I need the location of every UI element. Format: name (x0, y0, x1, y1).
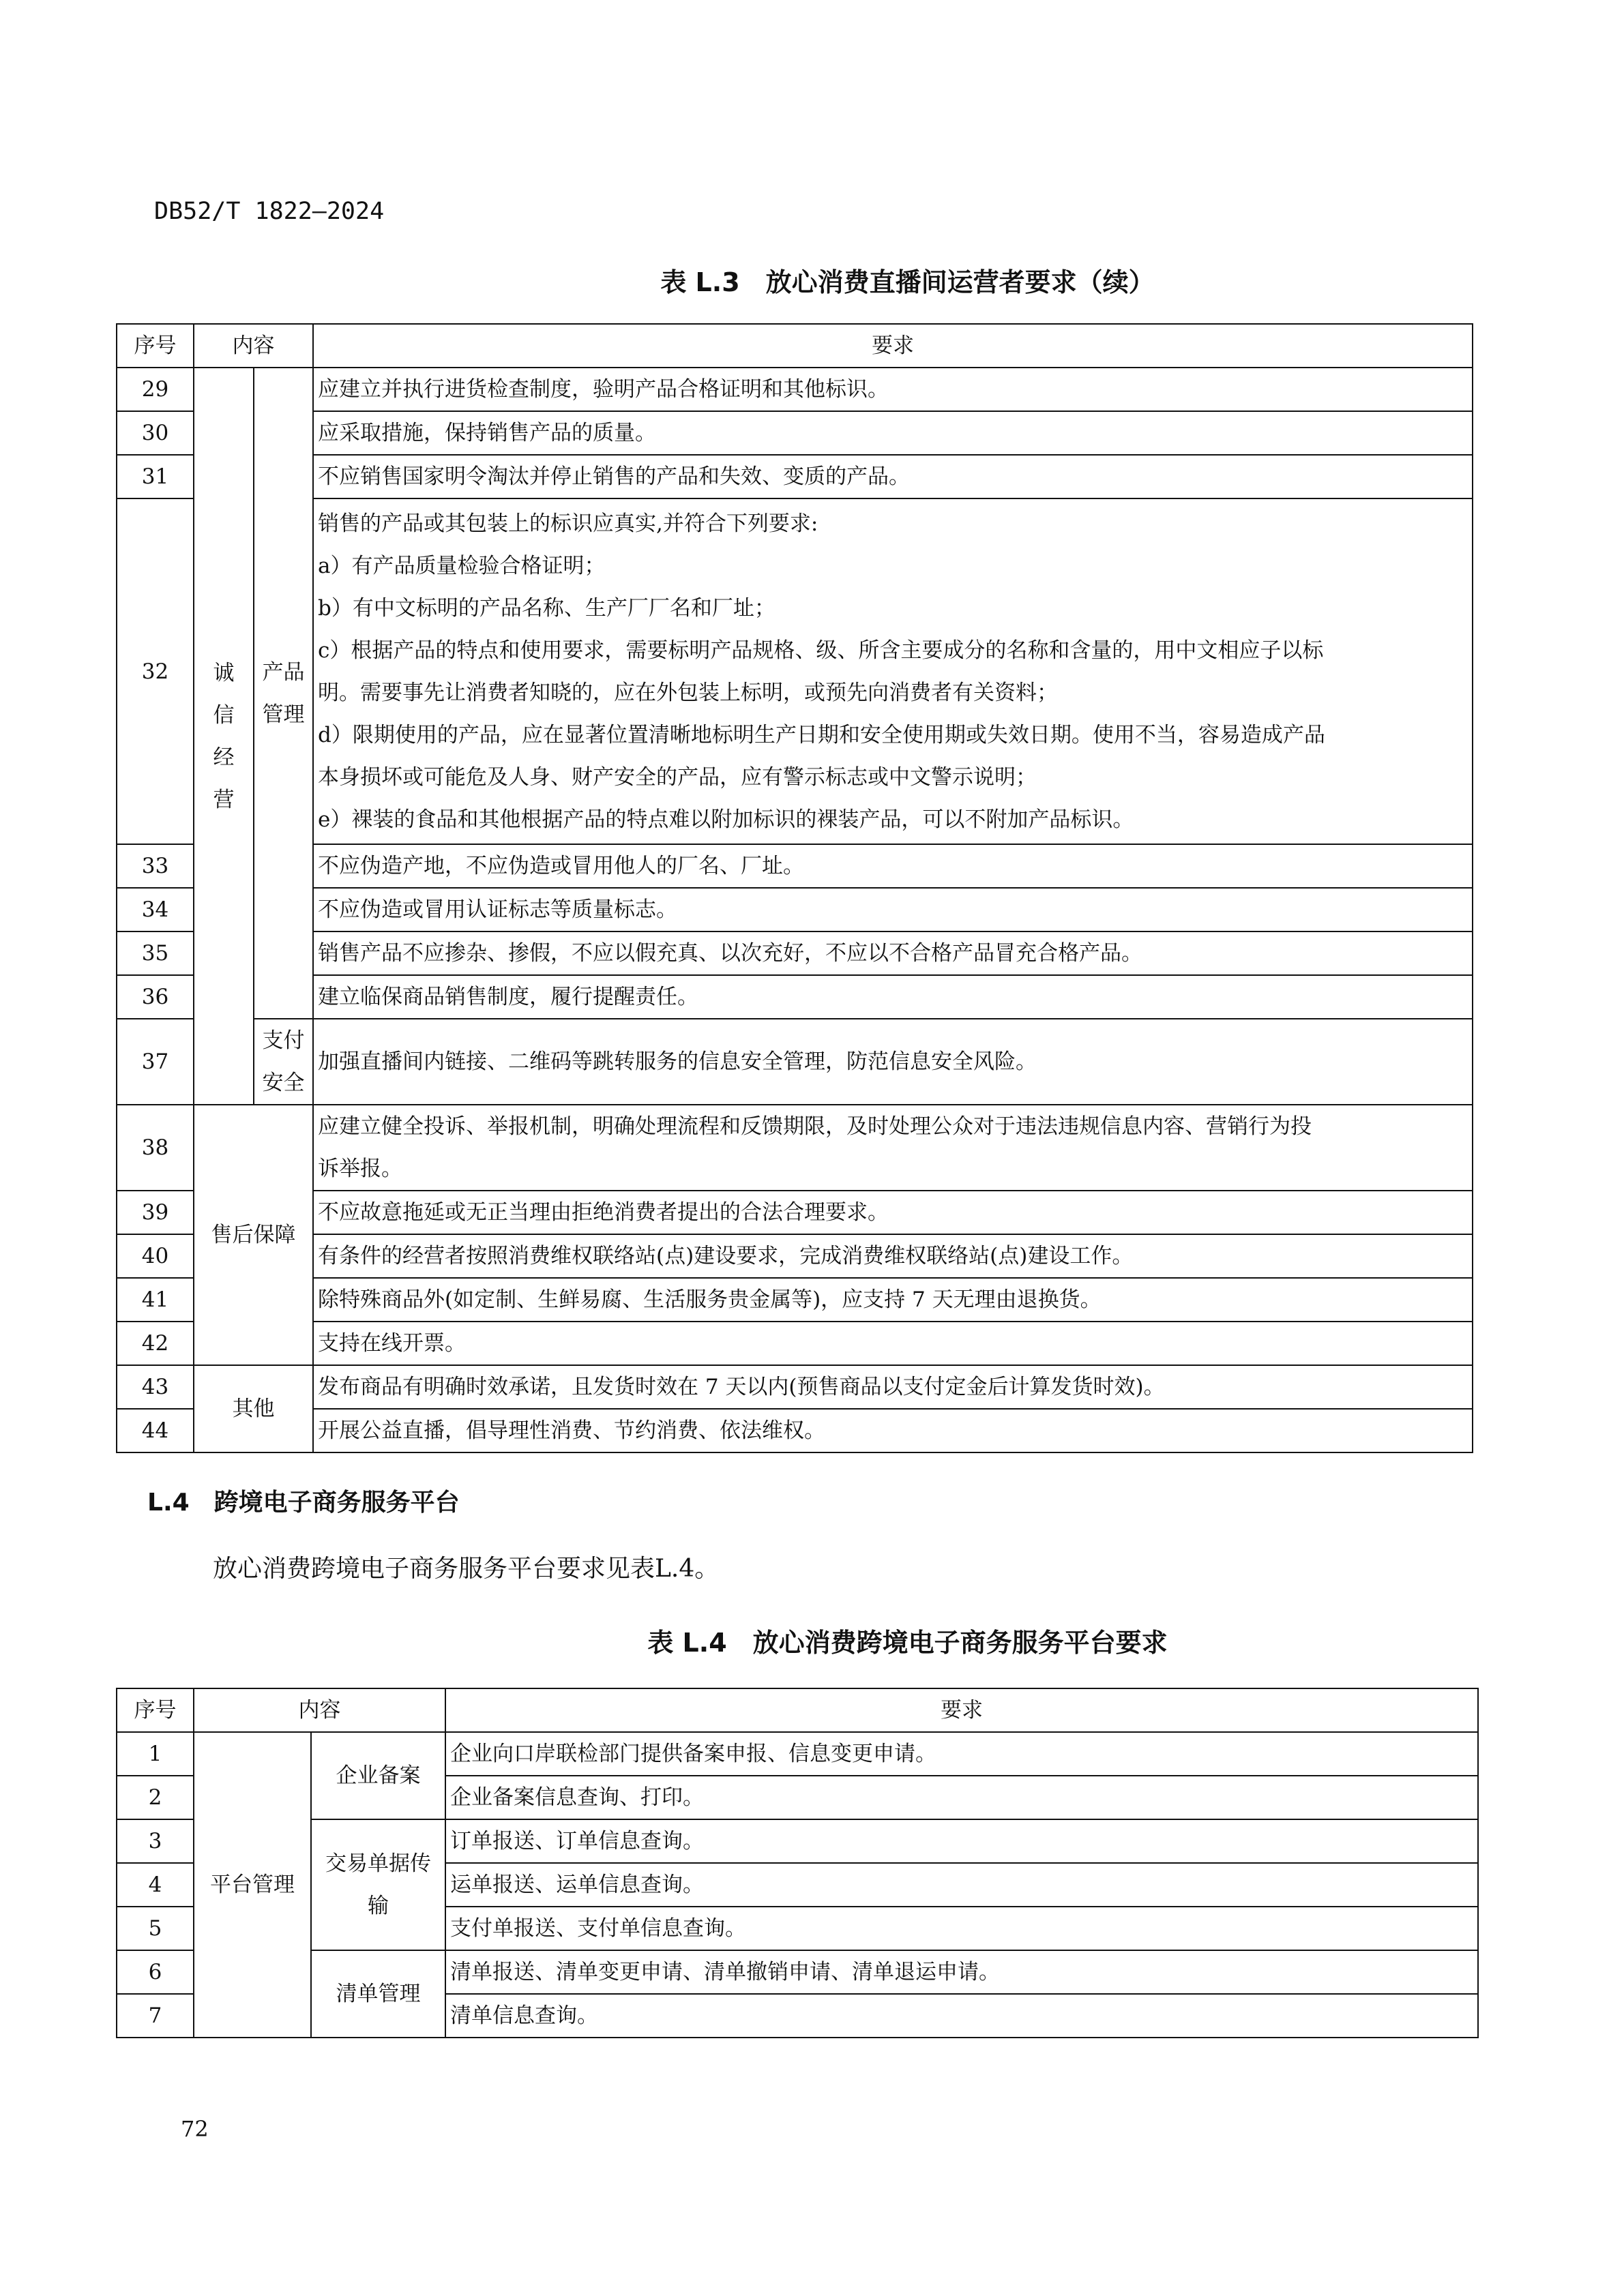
table-row (117, 1019, 1473, 1105)
table-l3 (116, 323, 1473, 1453)
group-jiaoyi-line: 输 (368, 1894, 389, 1918)
req-line: c）根据产品的特点和使用要求，需要标明产品规格、级、所含主要成分的名称和含量的，用中文相应子以标 (318, 638, 1324, 663)
group-pingtai: 平台管理 (194, 1732, 311, 2038)
row-no: 39 (117, 1191, 194, 1234)
row-req: 不应伪造产地，不应伪造或冒用他人的厂名、厂址。 (313, 844, 1473, 888)
table-header-row (117, 1688, 1478, 1732)
row-no: 41 (117, 1278, 194, 1322)
table-row (117, 455, 1473, 498)
row-no: 44 (117, 1409, 194, 1452)
row-req: 支付单报送、支付单信息查询。 (445, 1907, 1478, 1950)
req-line: 应建立健全投诉、举报机制，明确处理流程和反馈期限，及时处理公众对于违法违规信息内容、营销行为投 (318, 1114, 1312, 1139)
group-jiaoyi-line: 交易单据传 (325, 1851, 431, 1876)
row-no: 42 (117, 1322, 194, 1365)
row-no: 31 (117, 455, 194, 498)
table-l4 (116, 1688, 1479, 2038)
table-row (117, 1732, 1478, 1776)
table-row (117, 1322, 1473, 1365)
req-line: 销售的产品或其包装上的标识应真实,并符合下列要求: (318, 511, 818, 536)
group-chanpin: 产品管理 (254, 368, 313, 1019)
row-no: 32 (117, 498, 194, 844)
group-qita: 其他 (194, 1365, 313, 1452)
row-no: 37 (117, 1019, 194, 1105)
row-no: 38 (117, 1105, 194, 1191)
row-req: 运单报送、运单信息查询。 (445, 1863, 1478, 1907)
row-req: 企业备案信息查询、打印。 (445, 1776, 1478, 1819)
row-no: 4 (117, 1863, 194, 1907)
table-row (117, 1191, 1473, 1234)
row-req: 发布商品有明确时效承诺，且发货时效在 7 天以内(预售商品以支付定金后计算发货时效)。 (313, 1365, 1473, 1409)
table-row (117, 368, 1473, 411)
row-req: 建立临保商品销售制度，履行提醒责任。 (313, 975, 1473, 1019)
header-content: 内容 (194, 1688, 445, 1732)
page-number: 72 (181, 2116, 209, 2142)
table-row (117, 1819, 1478, 1863)
table-row (117, 1278, 1473, 1322)
row-req: 清单信息查询。 (445, 1994, 1478, 2038)
group-chengxin: 诚信经营 (194, 368, 254, 1105)
row-req: 应建立并执行进货检查制度，验明产品合格证明和其他标识。 (313, 368, 1473, 411)
section-paragraph: 放心消费跨境电子商务服务平台要求见表L.4。 (213, 1555, 720, 1583)
row-req: 加强直播间内链接、二维码等跳转服务的信息安全管理，防范信息安全风险。 (313, 1019, 1473, 1105)
row-no: 1 (117, 1732, 194, 1776)
table-row (117, 888, 1473, 931)
row-no: 40 (117, 1234, 194, 1278)
row-req: 不应伪造或冒用认证标志等质量标志。 (313, 888, 1473, 931)
row-no: 36 (117, 975, 194, 1019)
group-qingdan: 清单管理 (311, 1950, 445, 2038)
row-no: 3 (117, 1819, 194, 1863)
table-l3-title: 表 L.3 放心消费直播间运营者要求（续） (660, 267, 1155, 297)
row-req: 除特殊商品外(如定制、生鲜易腐、生活服务贵金属等)，应支持 7 天无理由退换货。 (313, 1278, 1473, 1322)
header-content: 内容 (194, 324, 313, 368)
header-req: 要求 (313, 324, 1473, 368)
row-no: 7 (117, 1994, 194, 2038)
header-req: 要求 (445, 1688, 1478, 1732)
req-line: 诉举报。 (318, 1157, 402, 1181)
section-heading: L.4 跨境电子商务服务平台 (147, 1489, 460, 1517)
row-req: 企业向口岸联检部门提供备案申报、信息变更申请。 (445, 1732, 1478, 1776)
row-no: 2 (117, 1776, 194, 1819)
row-no: 43 (117, 1365, 194, 1409)
row-req: 开展公益直播，倡导理性消费、节约消费、依法维权。 (313, 1409, 1473, 1452)
table-row (117, 1409, 1473, 1452)
req-line: 明。需要事先让消费者知晓的，应在外包装上标明，或预先向消费者有关资料； (318, 680, 1058, 705)
row-req: 不应故意拖延或无正当理由拒绝消费者提出的合法合理要求。 (313, 1191, 1473, 1234)
document-code: DB52/T 1822—2024 (154, 198, 385, 225)
row-req-multiline (313, 498, 1473, 844)
row-no: 5 (117, 1907, 194, 1950)
group-qiye: 企业备案 (311, 1732, 445, 1819)
table-row (117, 411, 1473, 455)
req-line: 本身损坏或可能危及人身、财产安全的产品，应有警示标志或中文警示说明； (318, 764, 1037, 790)
table-row (117, 1234, 1473, 1278)
group-shouhou: 售后保障 (194, 1105, 313, 1365)
req-line: e）裸装的食品和其他根据产品的特点难以附加标识的裸装产品，可以不附加产品标识。 (318, 807, 1134, 832)
row-req: 有条件的经营者按照消费维权联络站(点)建设要求，完成消费维权联络站(点)建设工作。 (313, 1234, 1473, 1278)
table-header-row (117, 324, 1473, 368)
row-no: 35 (117, 931, 194, 975)
row-no: 6 (117, 1950, 194, 1994)
row-req: 清单报送、清单变更申请、清单撤销申请、清单退运申请。 (445, 1950, 1478, 1994)
req-line: a）有产品质量检验合格证明； (318, 553, 606, 578)
row-no: 29 (117, 368, 194, 411)
row-req: 销售产品不应掺杂、掺假，不应以假充真、以次充好，不应以不合格产品冒充合格产品。 (313, 931, 1473, 975)
table-row (117, 844, 1473, 888)
table-l4-title: 表 L.4 放心消费跨境电子商务服务平台要求 (647, 1628, 1168, 1658)
table-row (117, 1950, 1478, 1994)
req-line: d）限期使用的产品，应在显著位置清晰地标明生产日期和安全使用期或失效日期。使用不当，容易造成产品 (318, 722, 1325, 747)
row-req: 订单报送、订单信息查询。 (445, 1819, 1478, 1863)
header-seq: 序号 (117, 1688, 194, 1732)
row-req: 应采取措施，保持销售产品的质量。 (313, 411, 1473, 455)
group-zhifu: 支付安全 (254, 1019, 313, 1105)
table-row (117, 1365, 1473, 1409)
group-jiaoyi (311, 1819, 445, 1950)
table-row (117, 931, 1473, 975)
row-req-multiline (313, 1105, 1473, 1191)
row-no: 33 (117, 844, 194, 888)
row-req: 不应销售国家明令淘汰并停止销售的产品和失效、变质的产品。 (313, 455, 1473, 498)
table-row (117, 498, 1473, 844)
row-req: 支持在线开票。 (313, 1322, 1473, 1365)
table-row (117, 975, 1473, 1019)
row-no: 30 (117, 411, 194, 455)
table-row (117, 1105, 1473, 1191)
req-line: b）有中文标明的产品名称、生产厂厂名和厂址； (318, 595, 776, 621)
row-no: 34 (117, 888, 194, 931)
header-seq: 序号 (117, 324, 194, 368)
